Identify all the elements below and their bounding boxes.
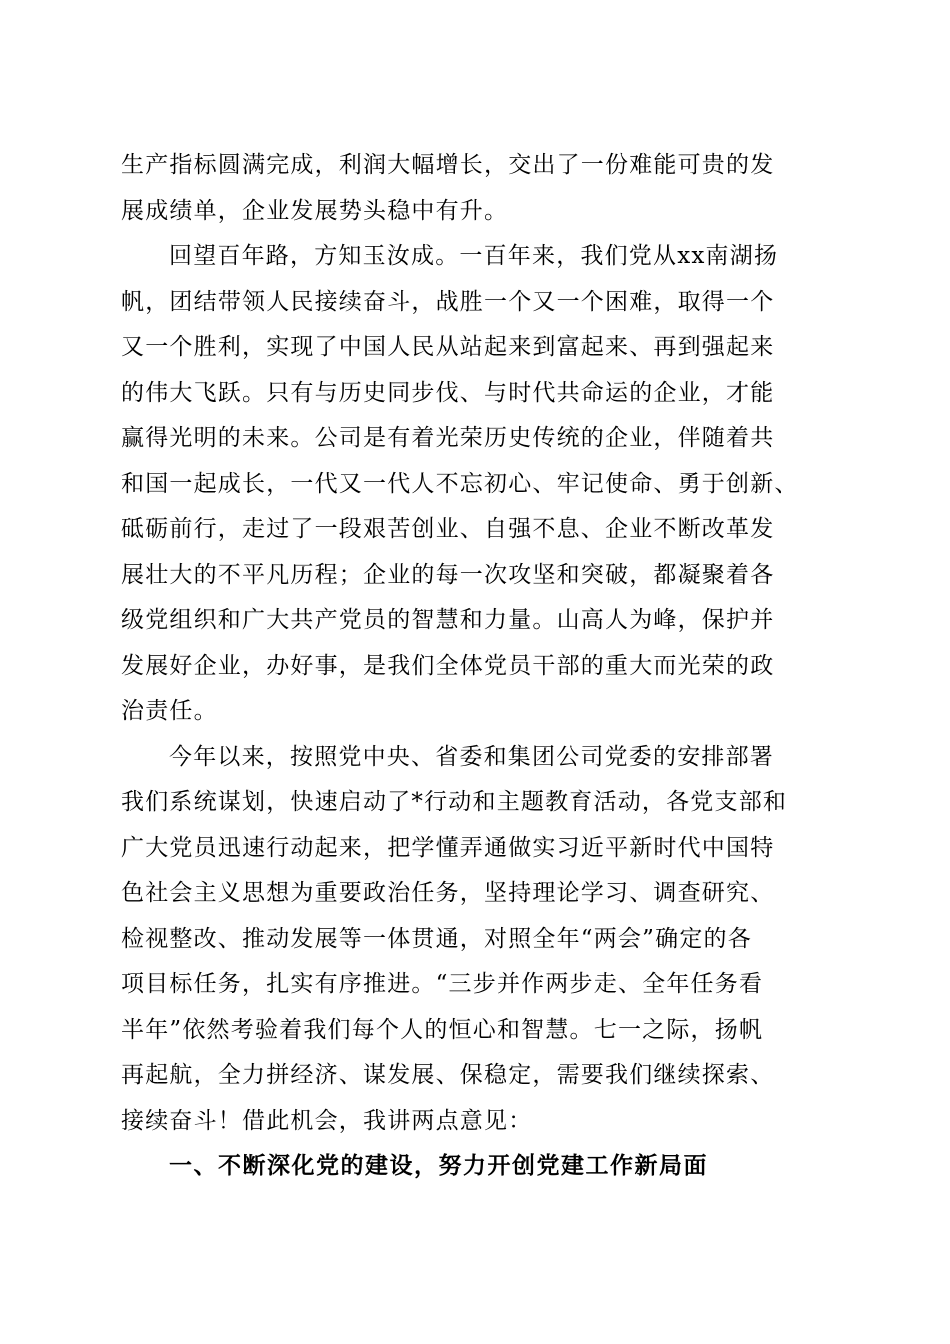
text-line: 砥砺前行，走过了一段艰苦创业、自强不息、企业不断改革发 — [121, 516, 775, 542]
paragraph-production-results — [121, 143, 841, 234]
text-line: 发展好企业，办好事，是我们全体党员干部的重大而光荣的政 — [121, 652, 775, 679]
text-line: 半年”依然考验着我们每个人的恒心和智慧。七一之际，扬帆 — [121, 1016, 764, 1043]
text-line: 检视整改、推动发展等一体贯通，对照全年“两会”确定的各 — [121, 925, 752, 952]
text-line: 色社会主义思想为重要政治任务，坚持理论学习、调查研究、 — [121, 880, 775, 906]
text-line: 生产指标圆满完成，利润大幅增长，交出了一份难能可贵的发 — [121, 152, 775, 178]
text-line: 治责任。 — [121, 698, 218, 724]
text-line: 接续奋斗！借此机会，我讲两点意见： — [121, 1107, 533, 1134]
text-line: 展壮大的不平凡历程；企业的每一次攻坚和突破，都凝聚着各 — [121, 561, 775, 588]
text-line: 和国一起成长，一代又一代人不忘初心、牢记使命、勇于创新、 — [121, 470, 799, 497]
text-line: 展成绩单，企业发展势头稳中有升。 — [121, 197, 509, 224]
paragraph-this-year — [121, 735, 841, 1145]
text-line: 帆，团结带领人民接续奋斗，战胜一个又一个困难，取得一个 — [121, 288, 775, 315]
text-line: 广大党员迅速行动起来，把学懂弄通做实习近平新时代中国特 — [121, 834, 775, 861]
text-line: 今年以来，按照党中央、省委和集团公司党委的安排部署 — [169, 743, 774, 770]
text-line: 我们系统谋划，快速启动了*行动和主题教育活动，各党支部和 — [121, 789, 788, 815]
text-line: 又一个胜利，实现了中国人民从站起来到富起来、再到强起来 — [121, 334, 775, 360]
text-line: 项目标任务，扎实有序推进。“三步并作两步走、全年任务看 — [121, 971, 764, 997]
text-line: 赢得光明的未来。公司是有着光荣历史传统的企业，伴随着共 — [121, 425, 775, 451]
section-heading: 一、不断深化党的建设，努力开创党建工作新局面 — [169, 1153, 708, 1179]
document-body — [121, 143, 841, 1190]
paragraph-party-history — [121, 234, 841, 735]
text-line: 级党组织和广大共产党员的智慧和力量。山高人为峰，保护并 — [121, 607, 775, 633]
text-line: 再起航，全力拼经济、谋发展、保稳定，需要我们继续探索、 — [121, 1062, 775, 1088]
text-line: 回望百年路，方知玉汝成。一百年来，我们党从xx南湖扬 — [169, 243, 779, 269]
text-line: 的伟大飞跃。只有与历史同步伐、与时代共命运的企业，才能 — [121, 379, 775, 406]
